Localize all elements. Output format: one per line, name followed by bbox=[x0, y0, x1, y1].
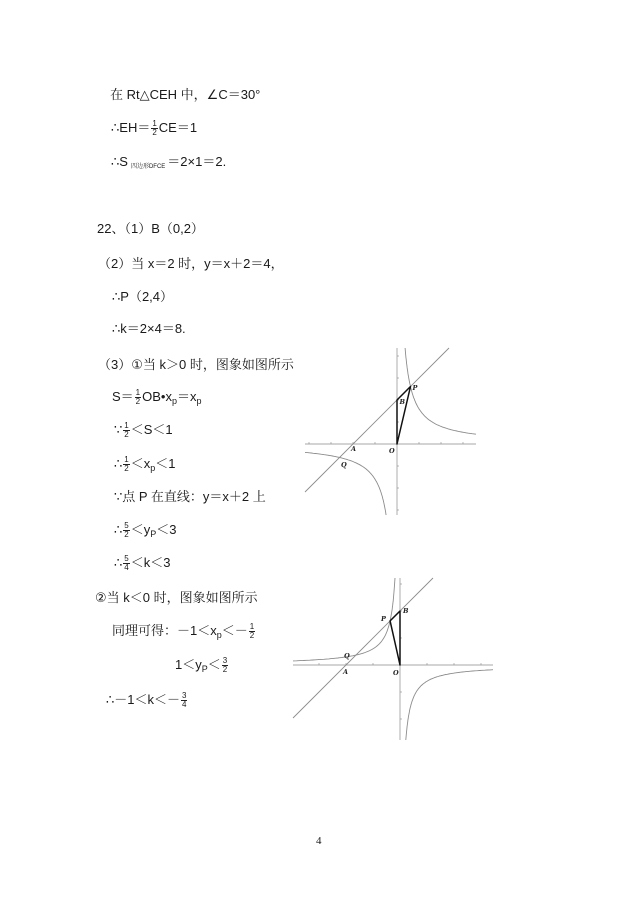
solution-line-7 bbox=[112, 320, 186, 338]
fraction-numerator: 1 bbox=[249, 621, 255, 631]
solution-line-11 bbox=[114, 455, 176, 473]
text-run: ＜－ bbox=[221, 623, 248, 638]
text-run: 1＜y bbox=[175, 657, 202, 672]
fraction-denominator: 4 bbox=[182, 700, 187, 710]
solution-line-18 bbox=[106, 691, 188, 709]
fraction-numerator: 3 bbox=[222, 655, 228, 665]
text-run: CE＝1 bbox=[158, 120, 198, 135]
solution-line-5 bbox=[98, 255, 284, 273]
fraction bbox=[181, 692, 187, 710]
text-run: ＜k＜3 bbox=[130, 555, 171, 570]
fraction-denominator: 2 bbox=[152, 128, 157, 138]
fraction-denominator: 2 bbox=[124, 430, 129, 440]
text-run: ∴S bbox=[111, 154, 128, 169]
hyperbola-branch bbox=[293, 578, 395, 661]
solution-line-16 bbox=[112, 622, 256, 640]
point-label-a: A bbox=[343, 668, 349, 676]
page-number: 4 bbox=[316, 835, 322, 847]
point-label-a: A bbox=[351, 445, 357, 453]
straight-line bbox=[293, 578, 433, 718]
point-label-p: P bbox=[412, 384, 418, 392]
text-run: ∴ bbox=[114, 522, 123, 537]
subscript: 四边形DFCE bbox=[130, 164, 166, 170]
fraction-numerator: 1 bbox=[124, 420, 129, 430]
solution-line-12 bbox=[114, 488, 266, 506]
text-run: ∵点 P 在直线：y＝x＋2 上 bbox=[114, 489, 266, 504]
fraction-denominator: 2 bbox=[249, 631, 255, 641]
solution-line-10 bbox=[114, 421, 173, 439]
fraction-numerator: 1 bbox=[124, 454, 129, 464]
text-run: ∵ bbox=[114, 422, 123, 437]
solution-line-14 bbox=[114, 554, 170, 572]
point-label-q: Q bbox=[341, 461, 347, 469]
text-run: ＝2×1＝2. bbox=[167, 154, 227, 169]
subscript: p bbox=[216, 630, 222, 640]
text-run: 在 Rt△CEH 中，∠C＝30° bbox=[110, 87, 261, 102]
fraction bbox=[151, 120, 157, 138]
text-run: 22、（1）B（0,2） bbox=[97, 221, 204, 236]
text-run: OB•x bbox=[142, 389, 172, 404]
solution-line-3 bbox=[111, 153, 226, 171]
point-label-b: B bbox=[403, 607, 409, 615]
text-run: ＜3 bbox=[156, 522, 177, 537]
fraction-denominator: 2 bbox=[124, 530, 129, 540]
fraction-numerator: 1 bbox=[152, 118, 157, 128]
text-run: （3）①当 k＞0 时，图象如图所示 bbox=[98, 357, 294, 372]
text-run: ＜S＜1 bbox=[130, 422, 173, 437]
triangle-obp bbox=[397, 387, 411, 445]
subscript: P bbox=[150, 529, 157, 539]
fraction-numerator: 5 bbox=[124, 553, 129, 563]
fraction bbox=[123, 522, 129, 540]
solution-line-1 bbox=[110, 86, 260, 104]
subscript: p bbox=[150, 463, 156, 473]
fraction bbox=[222, 657, 228, 675]
text-run: ＜1 bbox=[155, 456, 176, 471]
solution-line-17 bbox=[175, 656, 229, 674]
solution-line-4 bbox=[97, 220, 204, 238]
text-run: ∴P（2,4） bbox=[112, 289, 174, 304]
text-run: ∴－1＜k＜－ bbox=[106, 692, 181, 707]
fraction-denominator: 4 bbox=[124, 563, 129, 573]
subscript: p bbox=[196, 396, 202, 406]
text-run: ＝x bbox=[176, 389, 197, 404]
fraction-numerator: 3 bbox=[182, 690, 187, 700]
text-run: （2）当 x＝2 时，y＝x＋2＝4， bbox=[98, 256, 284, 271]
text-run: ∴k＝2×4＝8. bbox=[112, 321, 186, 336]
fraction-denominator: 2 bbox=[135, 397, 141, 407]
fraction-numerator: 1 bbox=[135, 387, 141, 397]
solution-line-9 bbox=[112, 388, 202, 406]
subscript: p bbox=[171, 396, 177, 406]
text-run: ＜y bbox=[130, 522, 151, 537]
point-label-o: O bbox=[389, 447, 395, 455]
text-run: S＝ bbox=[112, 389, 134, 404]
graph-plot-area bbox=[293, 578, 493, 740]
graph-plot-area bbox=[305, 348, 476, 515]
text-run: ＜ bbox=[207, 657, 221, 672]
fraction bbox=[249, 623, 255, 641]
fraction bbox=[123, 555, 129, 573]
solution-line-2 bbox=[111, 119, 197, 137]
subscript: P bbox=[201, 664, 208, 674]
point-label-q: Q bbox=[344, 652, 350, 660]
solution-line-8 bbox=[98, 356, 294, 374]
text-run: ∴ bbox=[114, 456, 123, 471]
point-label-b: B bbox=[399, 398, 405, 406]
straight-line bbox=[305, 348, 449, 492]
hyperbola-branch bbox=[406, 670, 493, 740]
graph-k-positive bbox=[300, 345, 480, 520]
fraction-numerator: 5 bbox=[124, 520, 129, 530]
fraction bbox=[123, 456, 129, 474]
fraction bbox=[123, 422, 129, 440]
fraction bbox=[135, 389, 141, 407]
fraction-denominator: 2 bbox=[124, 464, 129, 474]
point-label-o: O bbox=[393, 669, 399, 677]
text-run: ＜x bbox=[130, 456, 151, 471]
graph-k-negative bbox=[290, 575, 496, 745]
fraction-denominator: 2 bbox=[222, 665, 228, 675]
triangle-obp bbox=[390, 611, 400, 665]
text-run: ∴ bbox=[114, 555, 123, 570]
solution-line-13 bbox=[114, 521, 177, 539]
solution-line-6 bbox=[112, 288, 173, 306]
point-label-p: P bbox=[381, 615, 386, 623]
text-run: ②当 k＜0 时，图象如图所示 bbox=[95, 590, 258, 605]
text-run: 同理可得：－1＜x bbox=[112, 623, 217, 638]
solution-line-15 bbox=[95, 589, 258, 607]
text-run: ∴EH＝ bbox=[111, 120, 151, 135]
